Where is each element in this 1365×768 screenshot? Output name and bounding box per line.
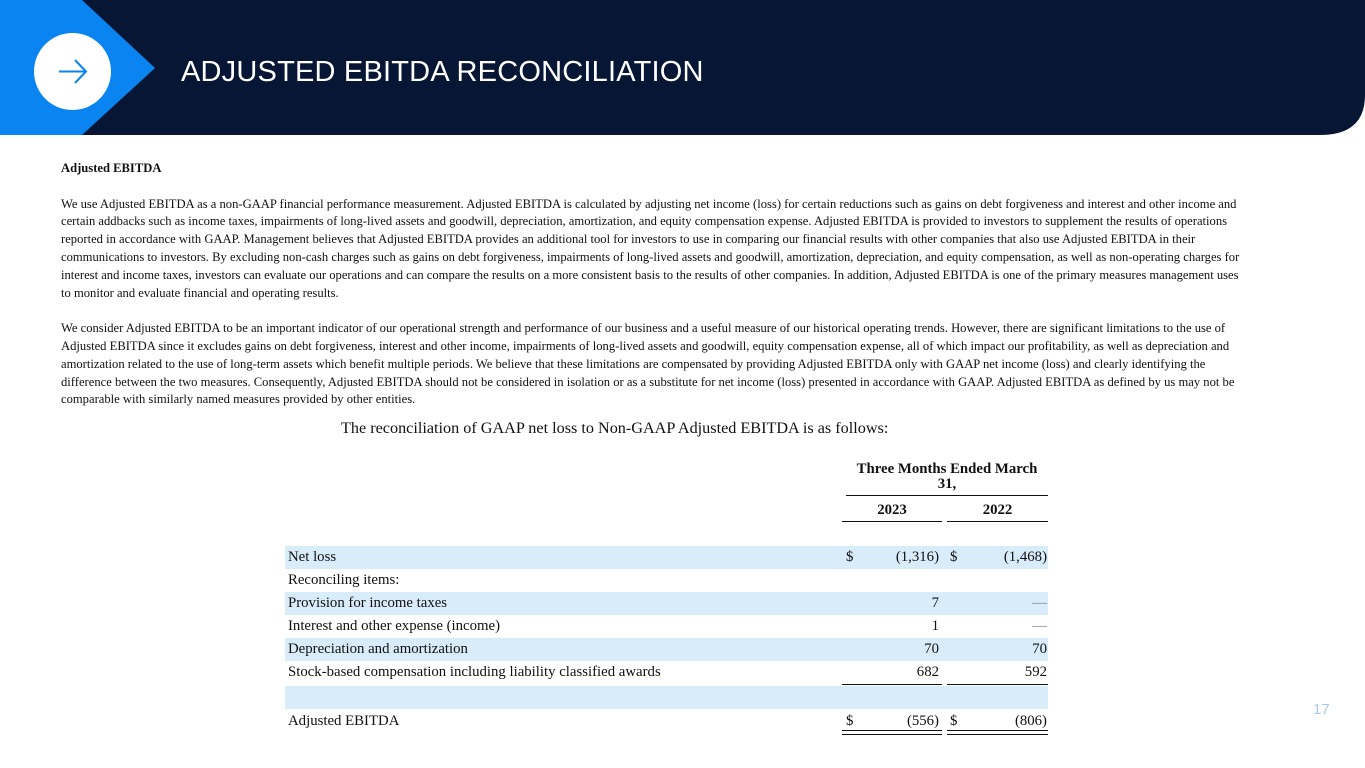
currency-symbol: $	[950, 713, 958, 729]
paragraph-definition: We use Adjusted EBITDA as a non-GAAP financial performance measurement. Adjusted EBITDA is calculated by adjusting net income (loss) for certain reductions such as gains on debt forgiveness and interest and other income and certain addbacks such as income taxes, impairments of long-lived assets and goodwill, depreciation, amortization, and equity compensation expense. Adjusted EBITDA is provided to investors to supplement the results of operations reported in accordance with GAAP. Management believes that Adjusted EBITDA provides an additional tool for investors to use in comparing our financial results with other companies that also use Adjusted EBITDA in their communications to investors. By excluding non-cash charges such as gains on debt forgiveness, impairments of long-lived assets and goodwill, amortization, depreciation, and equity compensation, as well as non-operating charges for interest and income taxes, investors can evaluate our operations and can compare the results on a more consistent basis to the results of other companies. In addition, Adjusted EBITDA is one of the primary measures management uses to monitor and evaluate financial and operating results.	[61, 196, 1240, 300]
table-row-net-loss	[285, 546, 1048, 569]
table-row-interest	[285, 615, 1048, 638]
currency-symbol: $	[846, 713, 854, 729]
value-2023: (1,316)	[895, 549, 939, 565]
subtotal-rule	[947, 684, 1048, 685]
table-row-spacer	[285, 686, 1048, 709]
table-row-income-taxes	[285, 592, 1048, 615]
value-2023: 1	[931, 618, 939, 634]
subtotal-rule	[842, 684, 942, 685]
value-2022: —	[1032, 595, 1047, 611]
table-row-reconciling-items	[285, 569, 1048, 592]
column-header-2023: 2023	[842, 502, 942, 522]
column-header-2022: 2022	[947, 502, 1048, 522]
total-double-rule	[842, 730, 942, 735]
row-label: Reconciling items:	[288, 572, 400, 588]
page-number: 17	[1313, 701, 1330, 718]
page-title: ADJUSTED EBITDA RECONCILIATION	[181, 56, 704, 88]
arrow-badge	[34, 33, 111, 110]
row-label: Net loss	[288, 549, 337, 565]
row-label: Interest and other expense (income)	[288, 618, 500, 634]
row-label: Adjusted EBITDA	[288, 713, 400, 729]
row-label: Depreciation and amortization	[288, 641, 468, 657]
table-row-depreciation	[285, 638, 1048, 661]
reconciliation-table	[262, 411, 1074, 745]
value-2022: (806)	[1014, 713, 1047, 729]
value-2023: 682	[916, 664, 939, 680]
arrow-right-icon	[34, 33, 111, 110]
body-text	[61, 160, 1251, 427]
value-2022: 592	[1024, 664, 1047, 680]
section-heading: Adjusted EBITDA	[61, 161, 162, 175]
row-label: Stock-based compensation including liability classified awards	[288, 664, 661, 680]
currency-symbol: $	[950, 549, 958, 565]
value-2022: 70	[1032, 641, 1047, 657]
value-2023: 70	[924, 641, 939, 657]
table-row-stock-compensation	[285, 661, 1048, 684]
value-2022: —	[1032, 618, 1047, 634]
paragraph-limitations: We consider Adjusted EBITDA to be an important indicator of our operational strength and performance of our business and a useful measure of our historical operating trends. However, there are significant limitations to the use of Adjusted EBITDA since it excludes gains on debt forgiveness, interest and other income, impairments of long-lived assets and goodwill, equity compensation expense, all of which impact our profitability, as well as depreciation and amortization related to the use of long-term assets which benefit multiple periods. We believe that these limitations are compensated by providing Adjusted EBITDA only with GAAP net income (loss) and clearly identifying the difference between the two measures. Consequently, Adjusted EBITDA should not be considered in isolation or as a substitute for net income (loss) presented in accordance with GAAP. Adjusted EBITDA as defined by us may not be comparable with similarly named measures provided by other entities.	[61, 321, 1235, 407]
value-2022: (1,468)	[1003, 549, 1047, 565]
currency-symbol: $	[846, 549, 854, 565]
table-caption: The reconciliation of GAAP net loss to Non-GAAP Adjusted EBITDA is as follows:	[341, 419, 889, 437]
period-header: Three Months Ended March 31,	[846, 462, 1048, 496]
total-double-rule	[947, 730, 1048, 735]
row-label: Provision for income taxes	[288, 595, 448, 611]
slide-header	[0, 0, 1365, 135]
value-2023: (556)	[906, 713, 939, 729]
value-2023: 7	[931, 595, 939, 611]
